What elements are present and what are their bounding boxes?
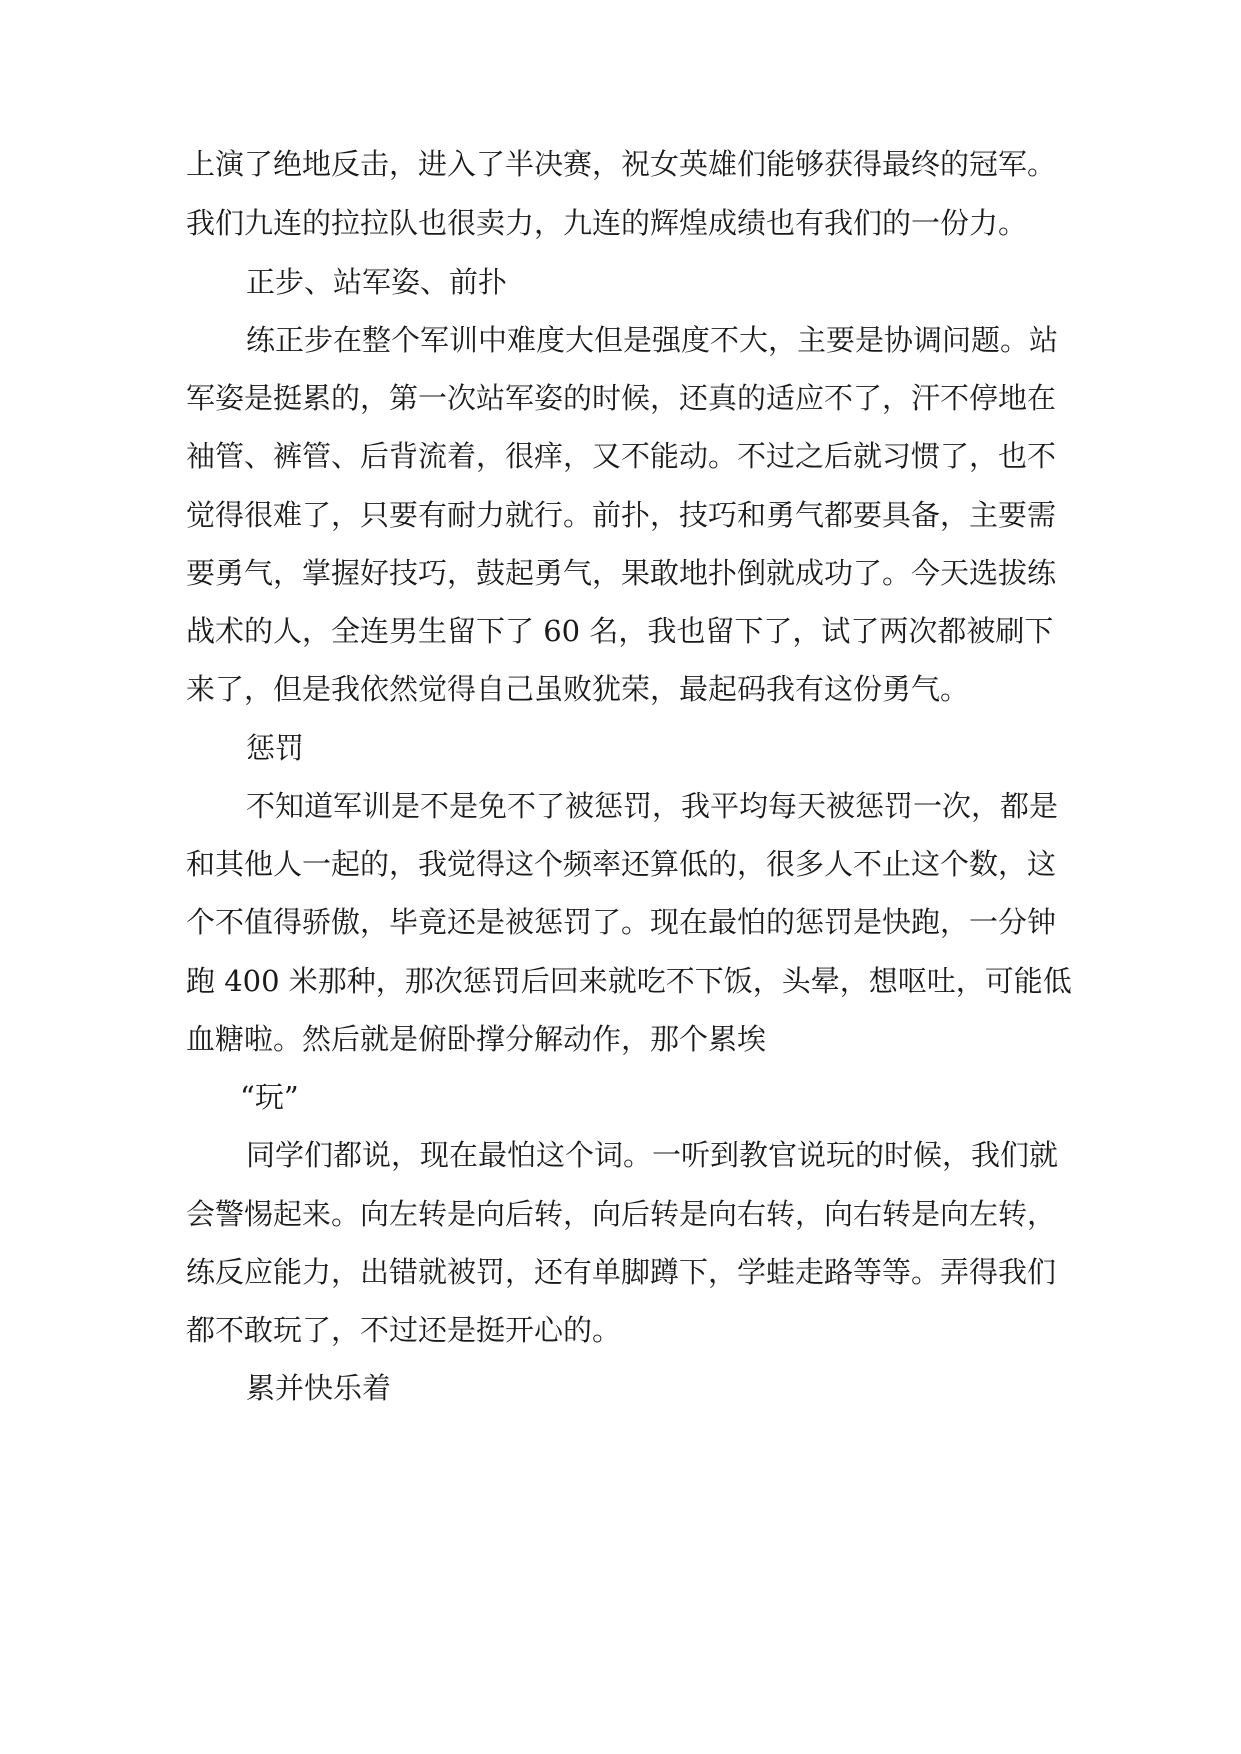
text-line: 觉得很难了，只要有耐力就行。前扑，技巧和勇气都要具备，主要需 xyxy=(186,498,1057,532)
text-line: 血糖啦。然后就是俯卧撑分解动作，那个累埃 xyxy=(186,1022,767,1056)
text-line: 练正步在整个军训中难度大但是强度不大，主要是协调问题。站 xyxy=(246,323,1059,357)
text-line: 袖管、裤管、后背流着，很痒，又不能动。不过之后就习惯了，也不 xyxy=(186,439,1057,473)
text-line: 跑 400 米那种，那次惩罚后回来就吃不下饭，头晕，想呕吐，可能低 xyxy=(186,964,1072,998)
text-line: 上演了绝地反击，进入了半决赛，祝女英雄们能够获得最终的冠军。 xyxy=(186,147,1057,181)
text-line: 同学们都说，现在最怕这个词。一听到教官说玩的时候，我们就 xyxy=(246,1138,1059,1172)
text-line: 战术的人，全连男生留下了 60 名，我也留下了，试了两次都被刷下 xyxy=(186,614,1054,648)
text-line: 要勇气，掌握好技巧，鼓起勇气，果敢地扑倒就成功了。今天选拔练 xyxy=(186,556,1057,590)
section-heading: 惩罚 xyxy=(246,731,305,765)
section-heading: 正步、站军姿、前扑 xyxy=(246,265,508,299)
text-line: 个不值得骄傲，毕竟还是被惩罚了。现在最怕的惩罚是快跑，一分钟 xyxy=(186,905,1057,939)
text-line: 军姿是挺累的，第一次站军姿的时候，还真的适应不了，汗不停地在 xyxy=(186,381,1057,415)
text-line: 会警惕起来。向左转是向后转，向后转是向右转，向右转是向左转， xyxy=(186,1197,1057,1231)
section-heading: “玩” xyxy=(240,1080,299,1114)
text-line: 我们九连的拉拉队也很卖力，九连的辉煌成绩也有我们的一份力。 xyxy=(186,206,1028,240)
text-line: 练反应能力，出错就被罚，还有单脚蹲下，学蛙走路等等。弄得我们 xyxy=(186,1255,1057,1289)
section-heading: 累并快乐着 xyxy=(246,1371,392,1405)
text-line: 和其他人一起的，我觉得这个频率还算低的，很多人不止这个数，这 xyxy=(186,847,1057,881)
text-line: 都不敢玩了，不过还是挺开心的。 xyxy=(186,1313,622,1347)
text-line: 不知道军训是不是免不了被惩罚，我平均每天被惩罚一次，都是 xyxy=(246,789,1059,823)
text-line: 来了，但是我依然觉得自己虽败犹荣，最起码我有这份勇气。 xyxy=(186,672,970,706)
